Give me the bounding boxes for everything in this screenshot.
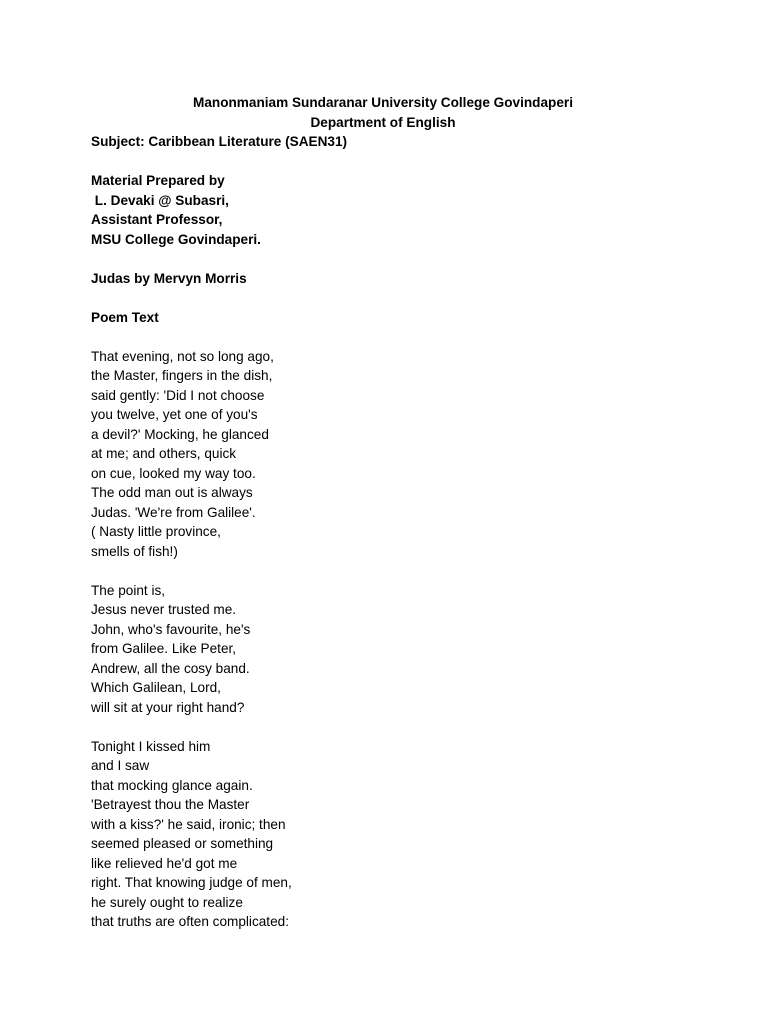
stanza-2 xyxy=(91,581,711,718)
author-college: MSU College Govindaperi. xyxy=(91,231,261,247)
section-label: Poem Text xyxy=(91,309,159,325)
poem-line: he surely ought to realize xyxy=(91,894,243,910)
poem-line: from Galilee. Like Peter, xyxy=(91,641,237,656)
spacer xyxy=(91,561,711,581)
poem-line: said gently: 'Did I not choose xyxy=(91,387,265,403)
poem-line: you twelve, yet one of you's xyxy=(91,407,258,422)
prepared-by-label: Material Prepared by xyxy=(91,173,225,188)
spacer xyxy=(91,717,711,737)
poem-line: Jesus never trusted me. xyxy=(91,602,237,617)
poem-line: Judas. 'We're from Galilee'. xyxy=(91,504,256,520)
poem-line: seemed pleased or something xyxy=(91,836,274,851)
poem-line: John, who's favourite, he's xyxy=(91,621,251,637)
poem-line: will sit at your right hand? xyxy=(91,699,245,715)
poem-line: right. That knowing judge of men, xyxy=(91,875,292,890)
author-name: L. Devaki @ Subasri, xyxy=(91,192,229,208)
poem-line: with a kiss?' he said, ironic; then xyxy=(91,816,286,832)
poem-heading: Judas by Mervyn Morris xyxy=(91,270,247,286)
poem-line: at me; and others, quick xyxy=(91,446,237,461)
poem-line: The odd man out is always xyxy=(91,485,253,500)
spacer xyxy=(91,249,711,269)
poem-line: and I saw xyxy=(91,758,150,773)
poem-line: Tonight I kissed him xyxy=(91,738,211,754)
spacer xyxy=(91,327,711,347)
poem-line: ( Nasty little province, xyxy=(91,524,221,539)
institution-name: Manonmaniam Sundaranar University College Govindaperi xyxy=(193,95,573,110)
poem-line: Which Galilean, Lord, xyxy=(91,680,221,695)
document-header xyxy=(0,93,768,132)
poem-line: the Master, fingers in the dish, xyxy=(91,368,273,383)
spacer xyxy=(91,288,711,308)
poem-line: Andrew, all the cosy band. xyxy=(91,660,250,676)
poem-line: on cue, looked my way too. xyxy=(91,465,256,481)
spacer xyxy=(91,152,711,172)
stanza-3 xyxy=(91,737,711,932)
subject-line: Subject: Caribbean Literature (SAEN31) xyxy=(91,134,348,149)
poem-line: That evening, not so long ago, xyxy=(91,348,274,364)
poem-line: The point is, xyxy=(91,582,166,598)
poem-line: that mocking glance again. xyxy=(91,777,253,793)
poem-line: that truths are often complicated: xyxy=(91,914,289,929)
author-title: Assistant Professor, xyxy=(91,212,223,227)
poem-line: like relieved he'd got me xyxy=(91,855,238,871)
document-body xyxy=(91,132,711,932)
poem-line: smells of fish!) xyxy=(91,543,178,559)
stanza-1 xyxy=(91,347,711,562)
poem-line: 'Betrayest thou the Master xyxy=(91,797,250,812)
poem-line: a devil?' Mocking, he glanced xyxy=(91,426,269,442)
department-name: Department of English xyxy=(310,114,456,130)
